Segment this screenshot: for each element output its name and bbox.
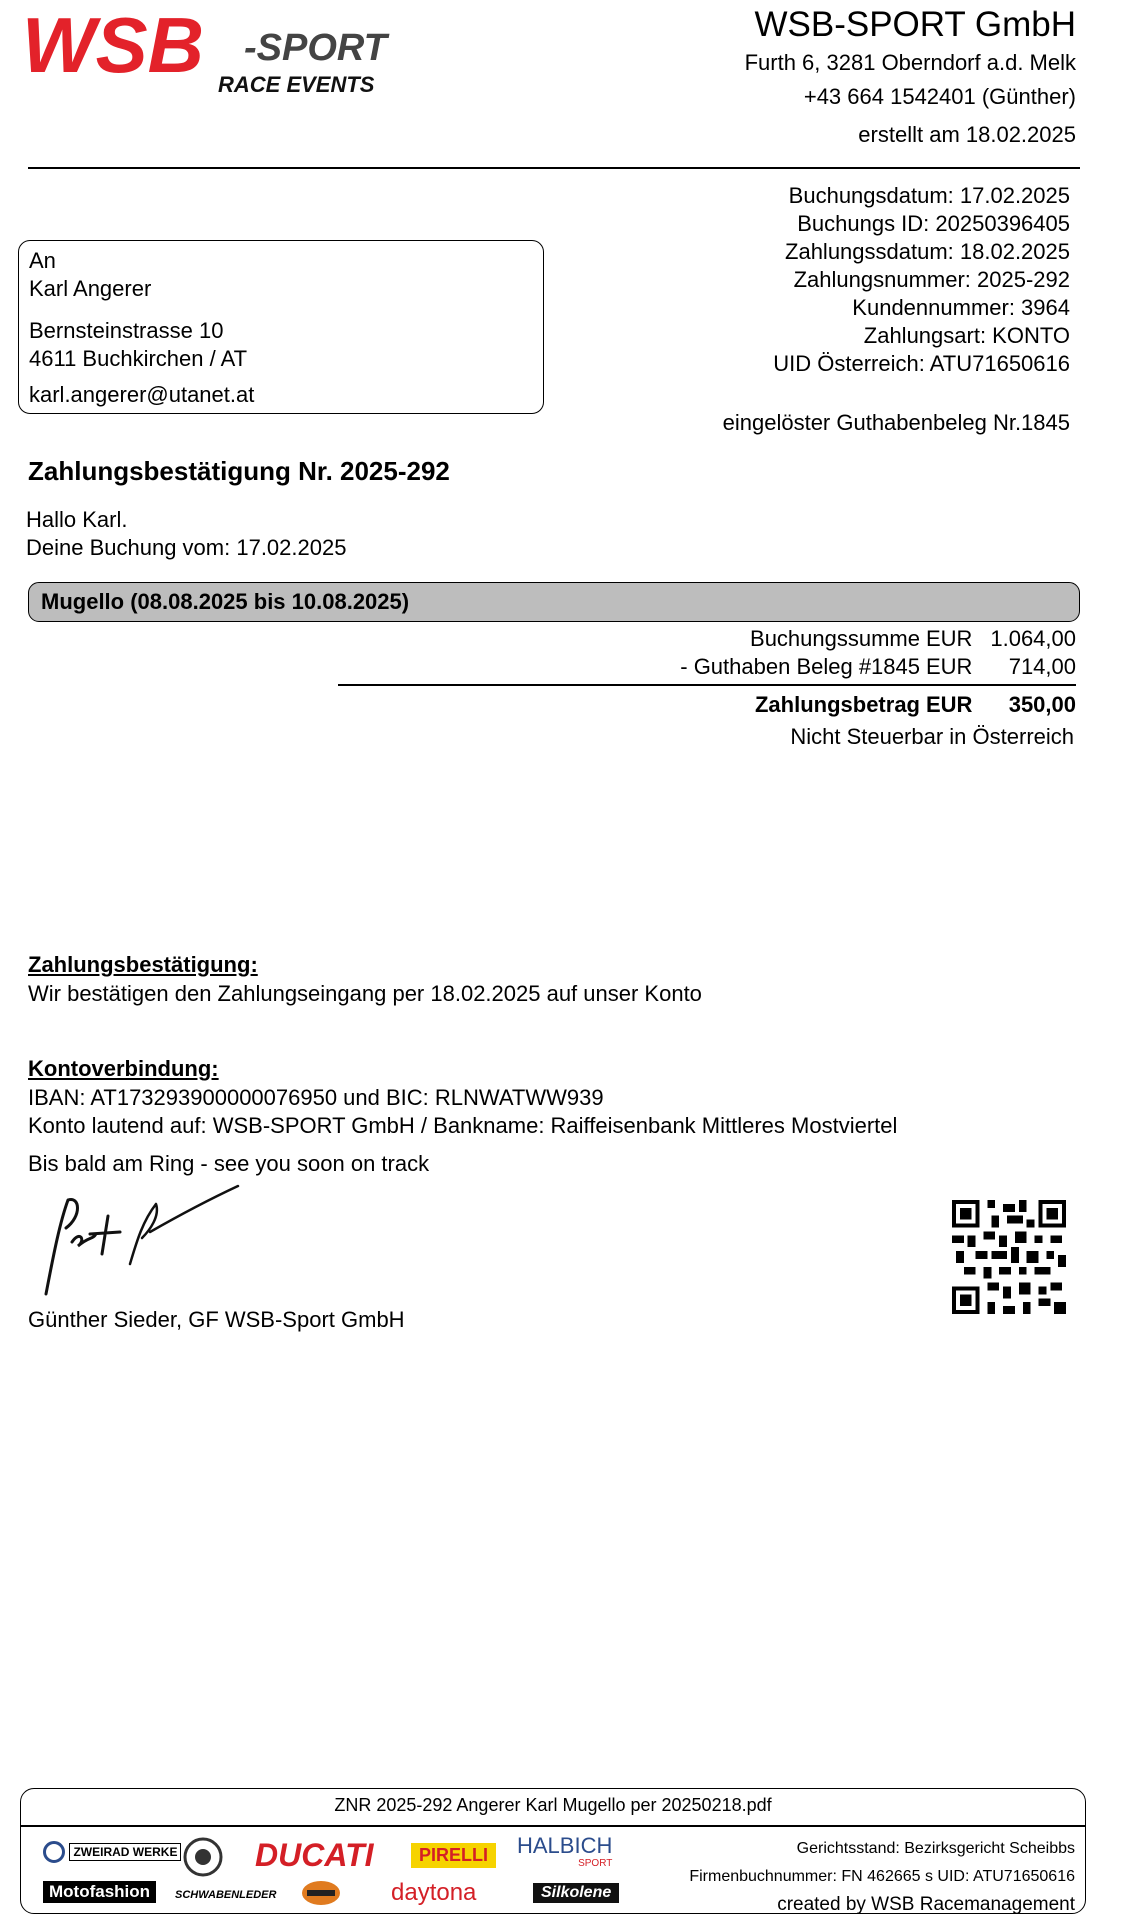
meta-uid: UID Österreich: ATU71650616: [773, 351, 1070, 376]
sum-row-total: [750, 626, 1076, 652]
greeting: Hallo Karl.: [26, 507, 128, 532]
sponsor-zweirad: [43, 1841, 181, 1863]
sponsor-halbich-label: HALBICH: [517, 1833, 613, 1858]
header-divider: [28, 167, 1080, 169]
footer-court: Gerichtsstand: Bezirksgericht Scheibbs: [796, 1840, 1075, 1857]
company-name: WSB-SPORT GmbH: [754, 5, 1076, 44]
event-bar: Mugello (08.08.2025 bis 10.08.2025): [28, 582, 1080, 622]
qr-code: [952, 1200, 1066, 1314]
tax-note: Nicht Steuerbar in Österreich: [790, 724, 1074, 749]
wsb-logo: [22, 4, 472, 100]
confirmation-heading: Zahlungsbestätigung:: [28, 952, 258, 977]
company-address: Furth 6, 3281 Oberndorf a.d. Melk: [744, 50, 1076, 75]
sum-credit-label: - Guthaben Beleg #1845: [680, 654, 920, 679]
footer-register: Firmenbuchnummer: FN 462665 s UID: ATU71650616: [689, 1868, 1075, 1885]
meta-payment-method: Zahlungsart: KONTO: [863, 323, 1070, 348]
account-heading: Kontoverbindung:: [28, 1056, 219, 1081]
farewell: Bis bald am Ring - see you soon on track: [28, 1151, 430, 1176]
sponsor-schwabenleder: SCHWABENLEDER: [175, 1889, 277, 1901]
recipient-street: Bernsteinstrasse 10: [29, 318, 224, 343]
booking-from: Deine Buchung vom: 17.02.2025: [26, 535, 347, 560]
recipient-address-box: [18, 240, 544, 414]
logo-brand-top: WSB: [22, 4, 204, 89]
recipient-label: An: [29, 248, 56, 273]
meta-customer-number: Kundennummer: 3964: [852, 295, 1070, 320]
account-holder: Konto lautend auf: WSB-SPORT GmbH / Bankname: Raiffeisenbank Mittleres Mostviertel: [28, 1113, 898, 1138]
bmw-roundel-icon: [43, 1841, 65, 1863]
sum-credit-amount: 714,00: [1008, 654, 1076, 679]
sum-credit-currency: EUR: [926, 654, 973, 679]
footer-filename: ZNR 2025-292 Angerer Karl Mugello per 20250218.pdf: [334, 1795, 772, 1815]
logo-brand-suffix: -SPORT: [244, 27, 387, 69]
sum-row-credit: [680, 654, 1076, 680]
sponsor-halbich: [517, 1833, 613, 1873]
sum-payment-currency: EUR: [926, 692, 973, 717]
meta-payment-number: Zahlungsnummer: 2025-292: [793, 267, 1070, 292]
sum-row-payment: [755, 692, 1076, 718]
sponsor-pirelli: PIRELLI: [411, 1843, 496, 1868]
signatory: Günther Sieder, GF WSB-Sport GmbH: [28, 1307, 405, 1332]
sponsor-zweirad-label: ZWEIRAD WERKE: [69, 1843, 181, 1861]
footer-created-by: created by WSB Racemanagement: [777, 1894, 1075, 1915]
crest-icon: [181, 1835, 225, 1879]
company-header: [745, 4, 1076, 152]
top-superbike-icon: [301, 1879, 341, 1907]
footer-legal: [689, 1835, 1075, 1919]
recipient-email: karl.angerer@utanet.at: [29, 382, 255, 407]
logo-brand-sub: RACE EVENTS: [218, 72, 375, 97]
recipient-name: Karl Angerer: [29, 276, 152, 301]
meta-payment-date: Zahlungssdatum: 18.02.2025: [785, 239, 1070, 264]
created-date: erstellt am 18.02.2025: [858, 122, 1076, 147]
greeting-block: [26, 506, 346, 562]
sum-total-currency: EUR: [926, 626, 973, 651]
sum-payment-label: Zahlungsbetrag: [754, 692, 920, 717]
recipient-city: 4611 Buchkirchen / AT: [29, 346, 248, 371]
sponsor-halbich-sub: SPORT: [578, 1858, 613, 1869]
sum-total-amount: 1.064,00: [990, 626, 1076, 651]
sum-divider: [338, 684, 1076, 686]
company-phone: +43 664 1542401 (Günther): [803, 84, 1076, 109]
sum-payment-amount: 350,00: [1008, 692, 1076, 717]
footer-divider: [21, 1825, 1085, 1827]
booking-meta: [773, 182, 1070, 378]
sponsor-daytona: daytona: [391, 1879, 477, 1906]
meta-booking-id: Buchungs ID: 20250396405: [797, 211, 1070, 236]
document-title: Zahlungsbestätigung Nr. 2025-292: [28, 456, 450, 486]
signature-image: [38, 1182, 248, 1302]
account-iban: IBAN: AT173293900000076950 und BIC: RLNWATWW939: [28, 1085, 604, 1110]
footer-box: [20, 1788, 1086, 1914]
voucher-note: eingelöster Guthabenbeleg Nr.1845: [722, 410, 1070, 435]
meta-booking-date: Buchungsdatum: 17.02.2025: [788, 183, 1070, 208]
sponsor-silkolene: Silkolene: [533, 1883, 619, 1903]
sponsor-motofashion: Motofashion: [43, 1881, 156, 1903]
confirmation-text: Wir bestätigen den Zahlungseingang per 18.02.2025 auf unser Konto: [28, 981, 702, 1006]
sum-total-label: Buchungssumme: [750, 626, 920, 651]
sponsor-ducati: DUCATI: [255, 1837, 374, 1873]
